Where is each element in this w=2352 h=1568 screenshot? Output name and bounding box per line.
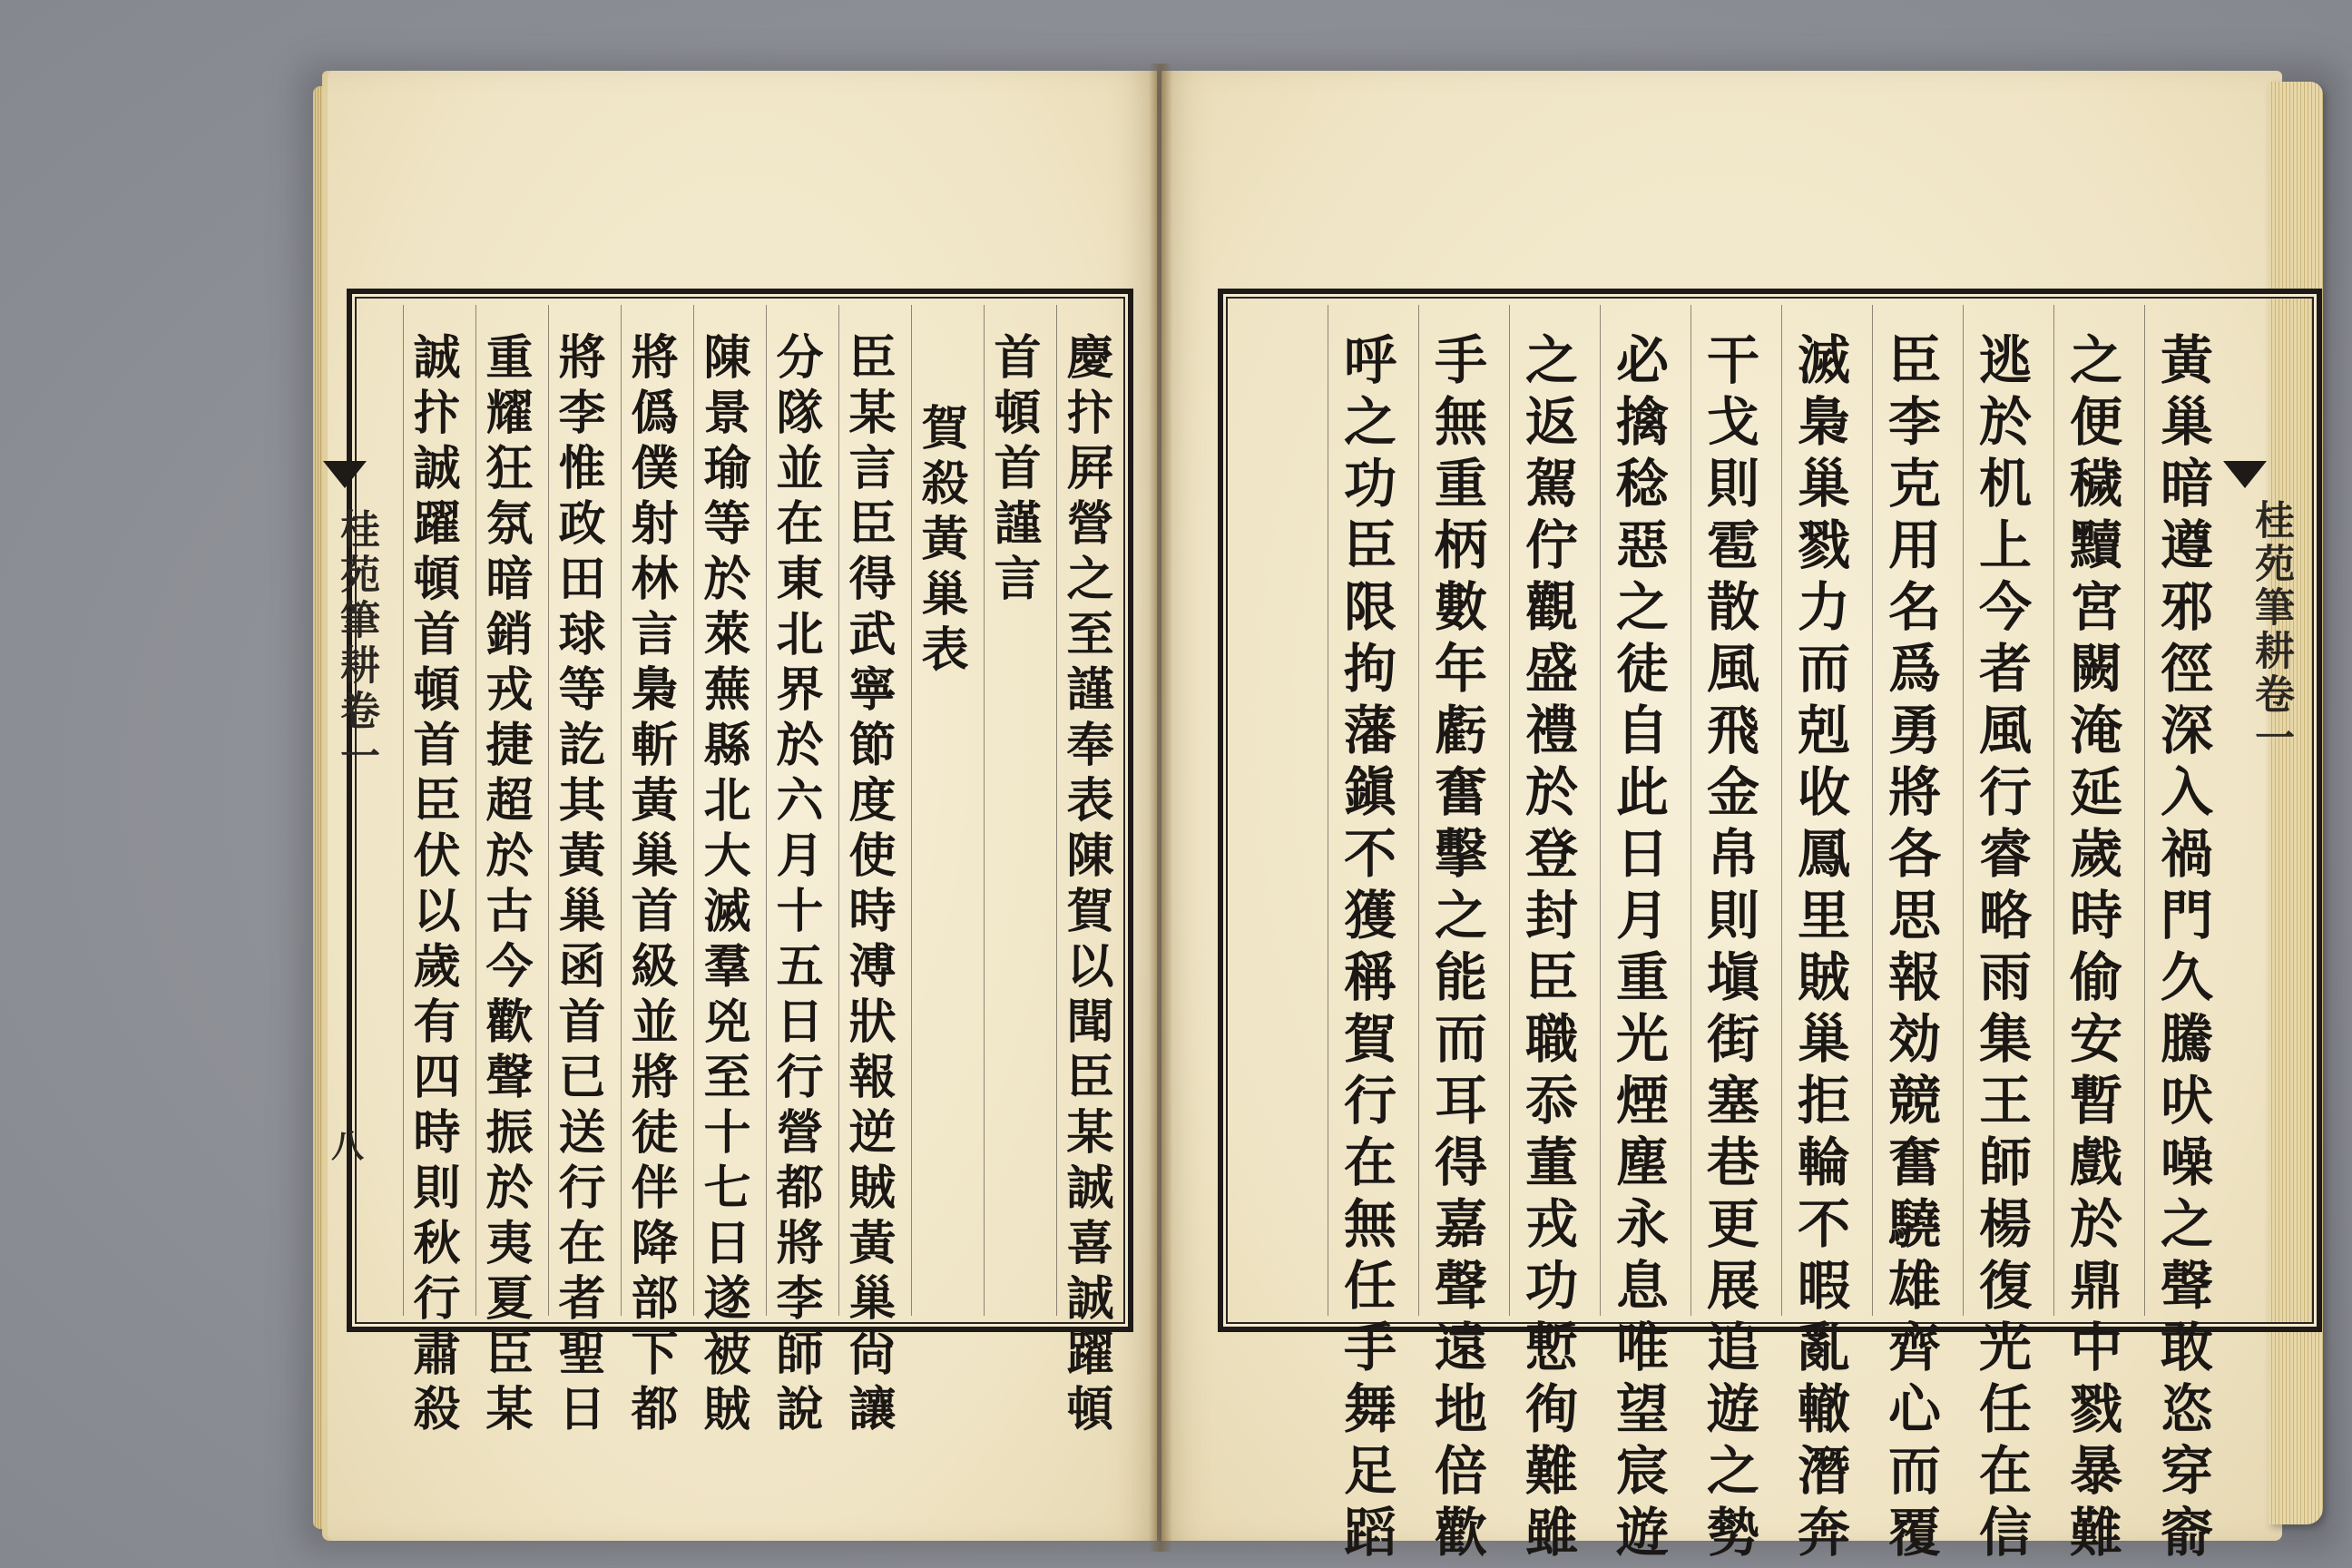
text-column: 臣某言臣得武寧節度使時溥狀報逆賊黃巢尙讓	[840, 332, 896, 1439]
text-column: 慶抃屛營之至謹奉表陳賀以聞臣某誠喜誠躍頓	[1058, 332, 1113, 1439]
column-rule	[693, 305, 694, 1316]
text-column: 陳景瑜等於萊蕪縣北大滅羣兇至十七日遂被賊	[695, 332, 750, 1439]
text-column: 誠抃誠躍頓首頓首臣伏以歲有四時則秋行肅殺	[405, 332, 460, 1439]
column-rule	[1872, 305, 1873, 1316]
text-column: 分隊並在東北界於六月十五日行營都將李師說	[768, 332, 823, 1439]
column-rule	[475, 305, 476, 1316]
fishtail-mark	[323, 461, 367, 488]
column-rule	[621, 305, 622, 1316]
column-rule	[1600, 305, 1601, 1316]
left-page-number: 八	[331, 1127, 365, 1165]
column-rule	[1781, 305, 1782, 1316]
text-column: 逃於机上今者風行睿略雨集王師楊復光任在信	[1970, 332, 2032, 1566]
left-margin-title: 桂苑筆耕卷一	[333, 508, 379, 780]
column-rule	[2053, 305, 2054, 1316]
text-column: 將李惟政田球等訖其黃巢函首已送行在者聖日	[550, 332, 605, 1439]
column-rule	[1963, 305, 1964, 1316]
text-column: 呼之功臣限拘藩鎭不獲稱賀行在無任手舞足蹈	[1335, 332, 1396, 1566]
text-column: 必擒稔惡之徒自此日月重光煙塵永息唯望宸遊	[1607, 332, 1669, 1566]
text-column: 之返駕佇觀盛禮於登封臣職忝董戎功慙徇難雖	[1516, 332, 1578, 1566]
text-column: 干戈則雹散風飛金帛則塡街塞巷更展追遊之勢	[1698, 332, 1759, 1566]
column-rule	[1056, 305, 1057, 1316]
text-column: 手無重柄數年虧奮擊之能而耳得嘉聲遠地倍歡	[1426, 332, 1487, 1566]
text-column: 重耀狂氛暗銷戎捷超於古今歡聲振於夷夏臣某	[477, 332, 533, 1439]
text-column: 首頓首謹言	[985, 332, 1041, 609]
text-column: 將僞僕射林言梟斬黃巢首級並將徒伴降部下都	[622, 332, 678, 1439]
book-gutter	[1149, 64, 1172, 1552]
column-rule	[766, 305, 767, 1316]
column-rule	[1418, 305, 1419, 1316]
right-text-frame	[1218, 289, 2322, 1566]
column-rule	[984, 305, 985, 1316]
fishtail-mark	[2223, 461, 2267, 488]
column-rule	[911, 305, 912, 1316]
text-column: 臣李克用名爲勇將各思報効競奮驍雄齊心而覆	[1879, 332, 1941, 1566]
column-rule	[1690, 305, 1691, 1316]
column-rule	[2144, 305, 2145, 1316]
right-margin-title: 桂苑筆耕卷一	[2248, 499, 2294, 760]
column-rule	[548, 305, 549, 1316]
column-rule	[403, 305, 404, 1316]
text-column: 滅梟巢戮力而剋收鳳里賊巢拒輪不暇亂轍潛奔	[1788, 332, 1850, 1566]
text-column: 黃巢暗遵邪徑深入禍門久騰吠噪之聲敢恣穿窬	[2151, 332, 2213, 1566]
section-title: 賀殺黃巢表	[913, 403, 968, 680]
column-rule	[838, 305, 839, 1316]
column-rule	[1509, 305, 1510, 1316]
text-column: 之便穢黷宮闕淹延歲時偷安暫戲於鼎中戮暴難	[2061, 332, 2122, 1566]
left-text-frame	[347, 289, 1133, 1439]
